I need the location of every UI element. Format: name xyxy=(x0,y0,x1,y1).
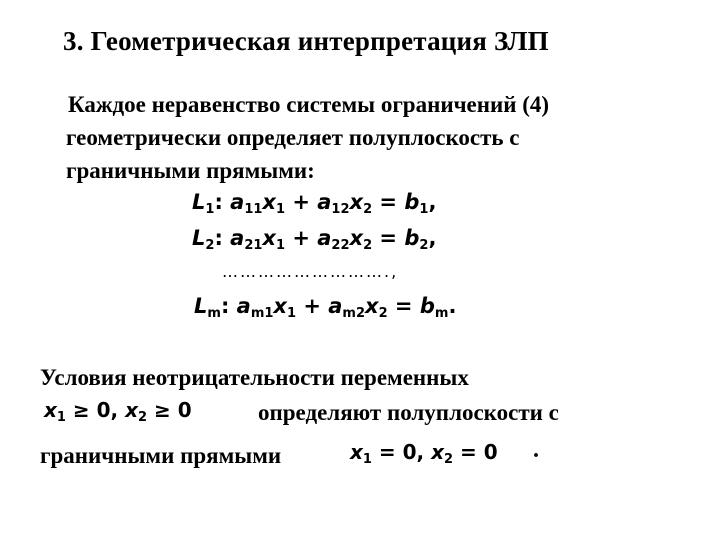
formula-row-m: $L_m$: $a_{m1}x_1 + a_{m2}x_2 = b_m$. xyxy=(194,294,457,321)
paragraph-line: Каждое неравенство системы ограничений (4) xyxy=(68,92,550,117)
paragraph-line: определяют полуплоскости с xyxy=(258,400,559,425)
paragraph-constraints xyxy=(68,88,549,187)
formula-row-2: $L_2$: $a_{21}x_1 + a_{22}x_2 = b_2$, xyxy=(192,226,437,253)
paragraph-line: граничными прямыми: xyxy=(66,158,315,183)
nonnegativity-inequalities: $x_1 \ge 0$, $x_2 \ge 0$ xyxy=(44,398,192,425)
ellipsis-row: ………………………., xyxy=(222,262,399,281)
paragraph-line: Условия неотрицательности переменных xyxy=(40,365,469,390)
sentence-end: . xyxy=(533,437,539,463)
paragraph-line: геометрически определяет полуплоскость с xyxy=(66,125,520,150)
formula-row-1: $L_1$: $a_{11}x_1 + a_{12}x_2 = b_1$, xyxy=(192,190,437,217)
paragraph-line: граничными прямыми xyxy=(40,443,282,468)
boundary-equations: $x_1 = 0$, $x_2 = 0$ xyxy=(350,440,498,467)
slide-title: 3. Геометрическая интерпретация ЗЛП xyxy=(63,26,549,56)
